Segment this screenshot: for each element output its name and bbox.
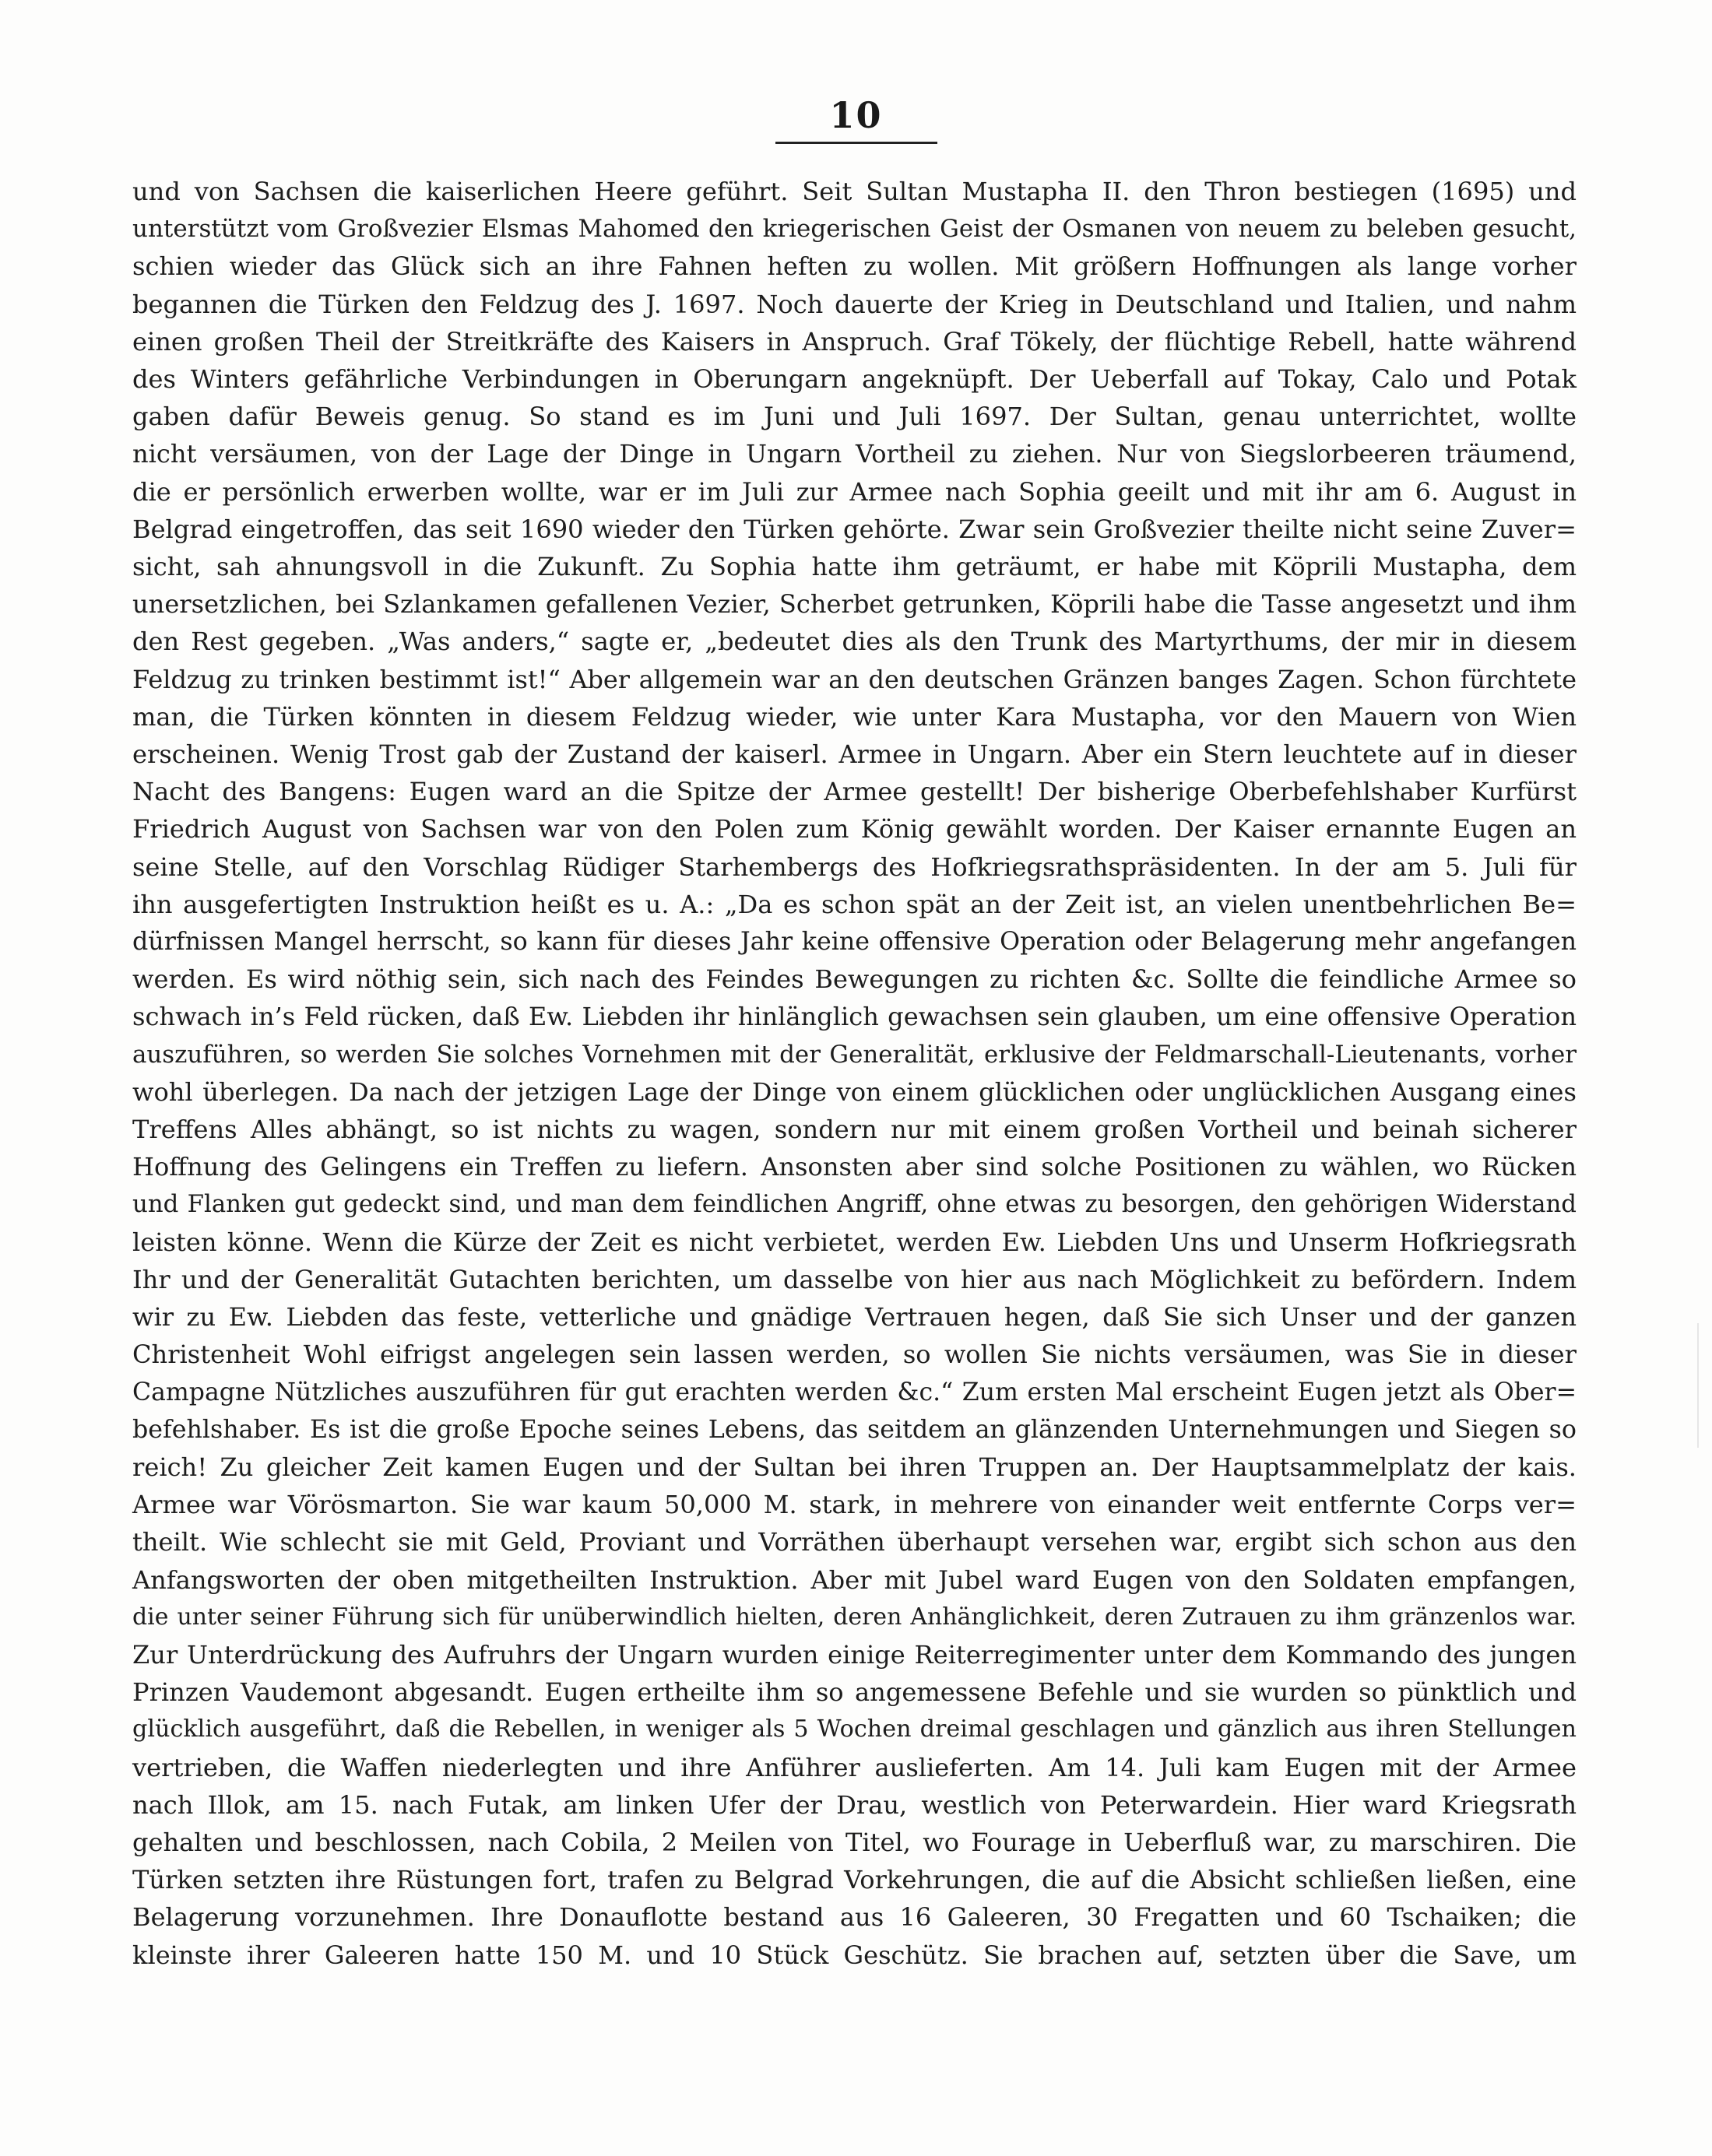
text-line: Friedrich August von Sachsen war von den Polen zum König gewählt worden. Der Kaiser ernannte Eugen an: [132, 814, 1577, 844]
text-line: nach Illok, am 15. nach Futak, am linken Ufer der Drau, westlich von Peterwardein. Hier ward Kriegsrath: [132, 1789, 1577, 1820]
text-line: vertrieben, die Waffen niederlegten und ihre Anführer auslieferten. Am 14. Juli kam Eugen mit der Armee: [132, 1752, 1577, 1782]
text-line: Armee war Vörösmarton. Sie war kaum 50,000 M. stark, in mehrere von einander weit entfernte Corps ver=: [132, 1490, 1577, 1520]
text-line: begannen die Türken den Feldzug des J. 1697. Noch dauerte der Krieg in Deutschland und Italien, und nahm: [132, 289, 1577, 319]
text-line: reich! Zu gleicher Zeit kamen Eugen und der Sultan bei ihren Truppen an. Der Hauptsammelplatz der kais.: [132, 1452, 1577, 1482]
text-line: dürfnissen Mangel herrscht, so kann für dieses Jahr keine offensive Operation oder Belagerung mehr angefangen: [132, 928, 1577, 957]
text-line: die er persönlich erwerben wollte, war er im Juli zur Armee nach Sophia geeilt und mit ihr am 6. August in: [132, 476, 1577, 507]
text-line: befehlshaber. Es ist die große Epoche seines Lebens, das seitdem an glänzenden Unternehmungen und Siegen so: [132, 1415, 1577, 1444]
body-text: [132, 173, 1577, 1974]
text-line: Türken setzten ihre Rüstungen fort, trafen zu Belgrad Vorkehrungen, die auf die Absicht schließen ließen, eine: [132, 1865, 1577, 1895]
text-line: schwach in’s Feld rücken, daß Ew. Liebden ihr hinlänglich gewachsen sein glauben, um eine offensive Operation: [132, 1002, 1577, 1032]
text-line: wir zu Ew. Liebden das feste, vetterliche und gnädige Vertrauen hegen, daß Sie sich Unser und der ganzen: [132, 1302, 1577, 1333]
text-line: theilt. Wie schlecht sie mit Geld, Proviant und Vorräthen überhaupt versehen war, ergibt sich schon aus den: [132, 1527, 1577, 1557]
text-line: nicht versäumen, von der Lage der Dinge in Ungarn Vortheil zu ziehen. Nur von Siegslorbeeren träumend,: [132, 439, 1577, 469]
page-number-rule: [775, 142, 937, 144]
text-line: glücklich ausgeführt, daß die Rebellen, in weniger als 5 Wochen dreimal geschlagen und gänzlich aus ihren Stellungen: [132, 1715, 1577, 1743]
text-line: erscheinen. Wenig Trost gab der Zustand der kaiserl. Armee in Ungarn. Aber ein Stern leuchtete auf in dieser: [132, 739, 1577, 770]
text-line: schien wieder das Glück sich an ihre Fahnen heften zu wollen. Mit größern Hoffnungen als lange vorher: [132, 251, 1577, 282]
text-line: man, die Türken könnten in diesem Feldzug wieder, wie unter Kara Mustapha, vor den Mauern von Wien: [132, 701, 1577, 732]
text-line: Campagne Nützliches auszuführen für gut erachten werden &c.“ Zum ersten Mal erscheint Eugen jetzt als Ober=: [132, 1378, 1577, 1406]
text-line: leisten könne. Wenn die Kürze der Zeit es nicht verbietet, werden Ew. Liebden Uns und Unserm Hofkriegsrath: [132, 1227, 1577, 1257]
text-line: und von Sachsen die kaiserlichen Heere geführt. Seit Sultan Mustapha II. den Thron bestiegen (1695) und: [132, 177, 1577, 206]
text-line: sicht, sah ahnungsvoll in die Zukunft. Zu Sophia hatte ihm geträumt, er habe mit Köprili Mustapha, dem: [132, 552, 1577, 582]
text-line: Anfangsworten der oben mitgetheilten Instruktion. Aber mit Jubel ward Eugen von den Soldaten empfangen,: [132, 1564, 1577, 1595]
text-line: und Flanken gut gedeckt sind, und man dem feindlichen Angriff, ohne etwas zu besorgen, den gehörigen Widerstand: [132, 1190, 1577, 1219]
text-line: Christenheit Wohl eifrigst angelegen sein lassen werden, so wollen Sie nichts versäumen, was Sie in dieser: [132, 1340, 1577, 1370]
text-line: seine Stelle, auf den Vorschlag Rüdiger Starhembergs des Hofkriegsrathspräsidenten. In der am 5. Juli für: [132, 852, 1577, 882]
text-line: unersetzlichen, bei Szlankamen gefallenen Vezier, Scherbet getrunken, Köprili habe die Tasse angesetzt und ihm: [132, 589, 1577, 620]
scan-edge-mark: [1697, 1323, 1699, 1448]
text-line: gehalten und beschlossen, nach Cobila, 2 Meilen von Titel, wo Fourage in Ueberfluß war, zu marschiren. Die: [132, 1827, 1577, 1857]
text-line: wohl überlegen. Da nach der jetzigen Lage der Dinge von einem glücklichen oder unglücklichen Ausgang eines: [132, 1076, 1577, 1107]
text-line: Belagerung vorzunehmen. Ihre Donauflotte bestand aus 16 Galeeren, 30 Fregatten und 60 Tschaiken; die: [132, 1902, 1577, 1933]
text-line: Feldzug zu trinken bestimmt ist!“ Aber allgemein war an den deutschen Gränzen banges Zagen. Schon fürchtete: [132, 664, 1577, 694]
text-line: den Rest gegeben. „Was anders,“ sagte er, „bedeutet dies als den Trunk des Martyrthums, der mir in diesem: [132, 627, 1577, 657]
text-line: kleinste ihrer Galeeren hatte 150 M. und 10 Stück Geschütz. Sie brachen auf, setzten über die Save, um: [132, 1940, 1577, 1970]
text-line: Prinzen Vaudemont abgesandt. Eugen ertheilte ihm so angemessene Befehle und sie wurden so pünktlich und: [132, 1677, 1577, 1708]
text-line: Ihr und der Generalität Gutachten berichten, um dasselbe von hier aus nach Möglichkeit zu befördern. Indem: [132, 1264, 1577, 1294]
text-line: werden. Es wird nöthig sein, sich nach des Feindes Bewegungen zu richten &c. Sollte die feindliche Armee so: [132, 964, 1577, 995]
text-line: Belgrad eingetroffen, das seit 1690 wieder den Türken gehörte. Zwar sein Großvezier theilte nicht seine Zuver=: [132, 514, 1577, 544]
text-line: einen großen Theil der Streitkräfte des Kaisers in Anspruch. Graf Tökely, der flüchtige Rebell, hatte während: [132, 326, 1577, 356]
text-line: Nacht des Bangens: Eugen ward an die Spitze der Armee gestellt! Der bisherige Oberbefehlshaber Kurfürst: [132, 777, 1577, 807]
text-line: gaben dafür Beweis genug. So stand es im Juni und Juli 1697. Der Sultan, genau unterrichtet, wollte: [132, 402, 1577, 432]
text-line: Zur Unterdrückung des Aufruhrs der Ungarn wurden einige Reiterregimenter unter dem Kommando des jungen: [132, 1639, 1577, 1670]
text-line: die unter seiner Führung sich für unüberwindlich hielten, deren Anhänglichkeit, deren Zutrauen zu ihm gränzenlos war.: [132, 1603, 1577, 1631]
page-number: 10: [829, 94, 883, 136]
text-line: Treffens Alles abhängt, so ist nichts zu wagen, sondern nur mit einem großen Vortheil und beinah sicherer: [132, 1115, 1577, 1145]
text-line: auszuführen, so werden Sie solches Vornehmen mit der Generalität, erklusive der Feldmarschall-Lieutenants, vorher: [132, 1040, 1577, 1069]
text-line: des Winters gefährliche Verbindungen in Oberungarn angeknüpft. Der Ueberfall auf Tokay, Calo und Potak: [132, 364, 1577, 395]
text-line: unterstützt vom Großvezier Elsmas Mahomed den kriegerischen Geist der Osmanen von neuem zu beleben gesucht,: [132, 215, 1577, 244]
text-line: ihn ausgefertigten Instruktion heißt es u. A.: „Da es schon spät an der Zeit ist, an vielen unentbehrlichen Be=: [132, 889, 1577, 919]
text-line: Hoffnung des Gelingens ein Treffen zu liefern. Ansonsten aber sind solche Positionen zu wählen, wo Rücken: [132, 1152, 1577, 1182]
